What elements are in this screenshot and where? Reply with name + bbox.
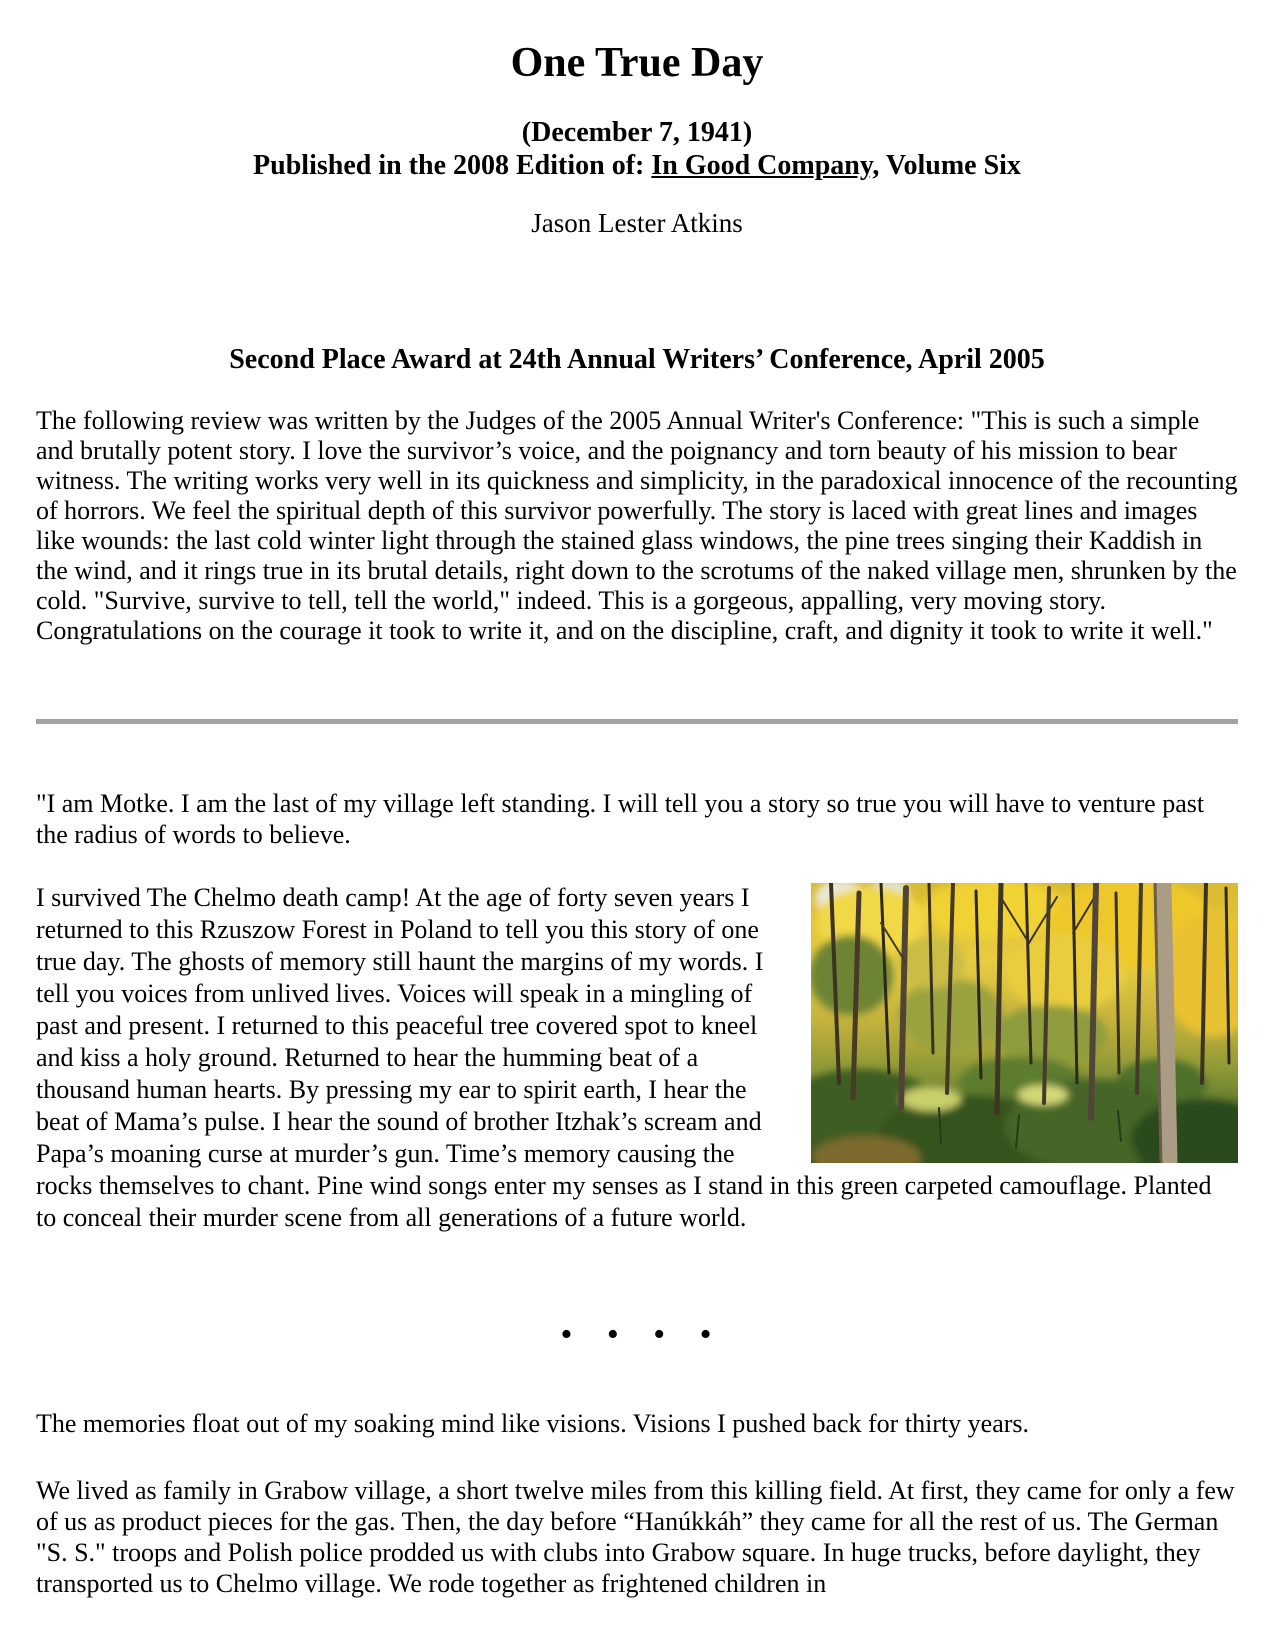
story-paragraph-grabow: We lived as family in Grabow village, a short twelve miles from this killing field. At first, they came for only a few of us as product pieces for the gas. Then, the day before “Hanúkkáh” they came for all the rest of us. The German "S. S." troops and Polish police prodded us with clubs into Grabow square. In huge trucks, before daylight, they transported us to Chelmo village. We rode together as frightened children in bbox=[36, 1476, 1235, 1598]
book-title: In Good Company, bbox=[651, 150, 880, 181]
published-suffix: Volume Six bbox=[879, 150, 1021, 181]
publication-block bbox=[36, 116, 1238, 182]
story-paragraph-survived-text: I survived The Chelmo death camp! At the age of forty seven years I returned to this Rzuszow Forest in Poland to tell you this story of one true day. The ghosts of memory still haunt the margins of my words. I tell you voices from unlived lives. Voices will speak in a mingling of past and present. I returned to this peaceful tree covered spot to kneel and kiss a holy ground. Returned to hear the humming beat of a thousand human hearts. By pressing my ear to spirit earth, I hear the beat of Mama’s pulse. I hear the sound of brother Itzhak’s scream and Papa’s moaning curse at murder’s gun. Time’s memory causing the rocks themselves to chant. Pine wind songs enter my senses as I stand in this green carpeted camouflage. Planted to conceal their murder scene from all generations of a future world. bbox=[36, 883, 1212, 1232]
author-name: Jason Lester Atkins bbox=[531, 208, 743, 238]
section-divider bbox=[36, 719, 1238, 724]
page-title: One True Day bbox=[510, 40, 764, 86]
story-paragraph-survived bbox=[36, 882, 1238, 1234]
autumn-forest-photo bbox=[811, 883, 1238, 1163]
review-paragraph: The following review was written by the Judges of the 2005 Annual Writer's Conference: "This is such a simple and brutally potent story. I love the survivor’s voice, and the poignancy and torn beauty of his mission to bear witness. The writing works very well in its quickness and simplicity, in the paradoxical innocence of the recounting of horrors. We feel the spiritual depth of this survivor powerfully. The story is laced with great lines and images like wounds: the last cold winter light through the stained glass windows, the pine trees singing their Kaddish in the wind, and it rings true in its brutal details, right down to the scrotums of the naked village men, shrunken by the cold. "Survive, survive to tell, tell the world," indeed. This is a gorgeous, appalling, very moving story. Congratulations on the courage it took to write it, and on the discipline, craft, and dignity it took to write it well." bbox=[36, 406, 1238, 645]
published-line bbox=[36, 149, 1238, 182]
dots-separator: • • • • bbox=[560, 1316, 714, 1353]
date-line: (December 7, 1941) bbox=[521, 117, 753, 148]
story-paragraph-memories: The memories float out of my soaking mind like visions. Visions I pushed back for thirty years. bbox=[36, 1409, 1030, 1438]
published-prefix: Published in the 2008 Edition of: bbox=[253, 150, 652, 181]
story-paragraph-motke: "I am Motke. I am the last of my village left standing. I will tell you a story so true you will have to venture past the radius of words to believe. bbox=[36, 789, 1205, 849]
award-heading: Second Place Award at 24th Annual Writers’ Conference, April 2005 bbox=[229, 344, 1045, 375]
